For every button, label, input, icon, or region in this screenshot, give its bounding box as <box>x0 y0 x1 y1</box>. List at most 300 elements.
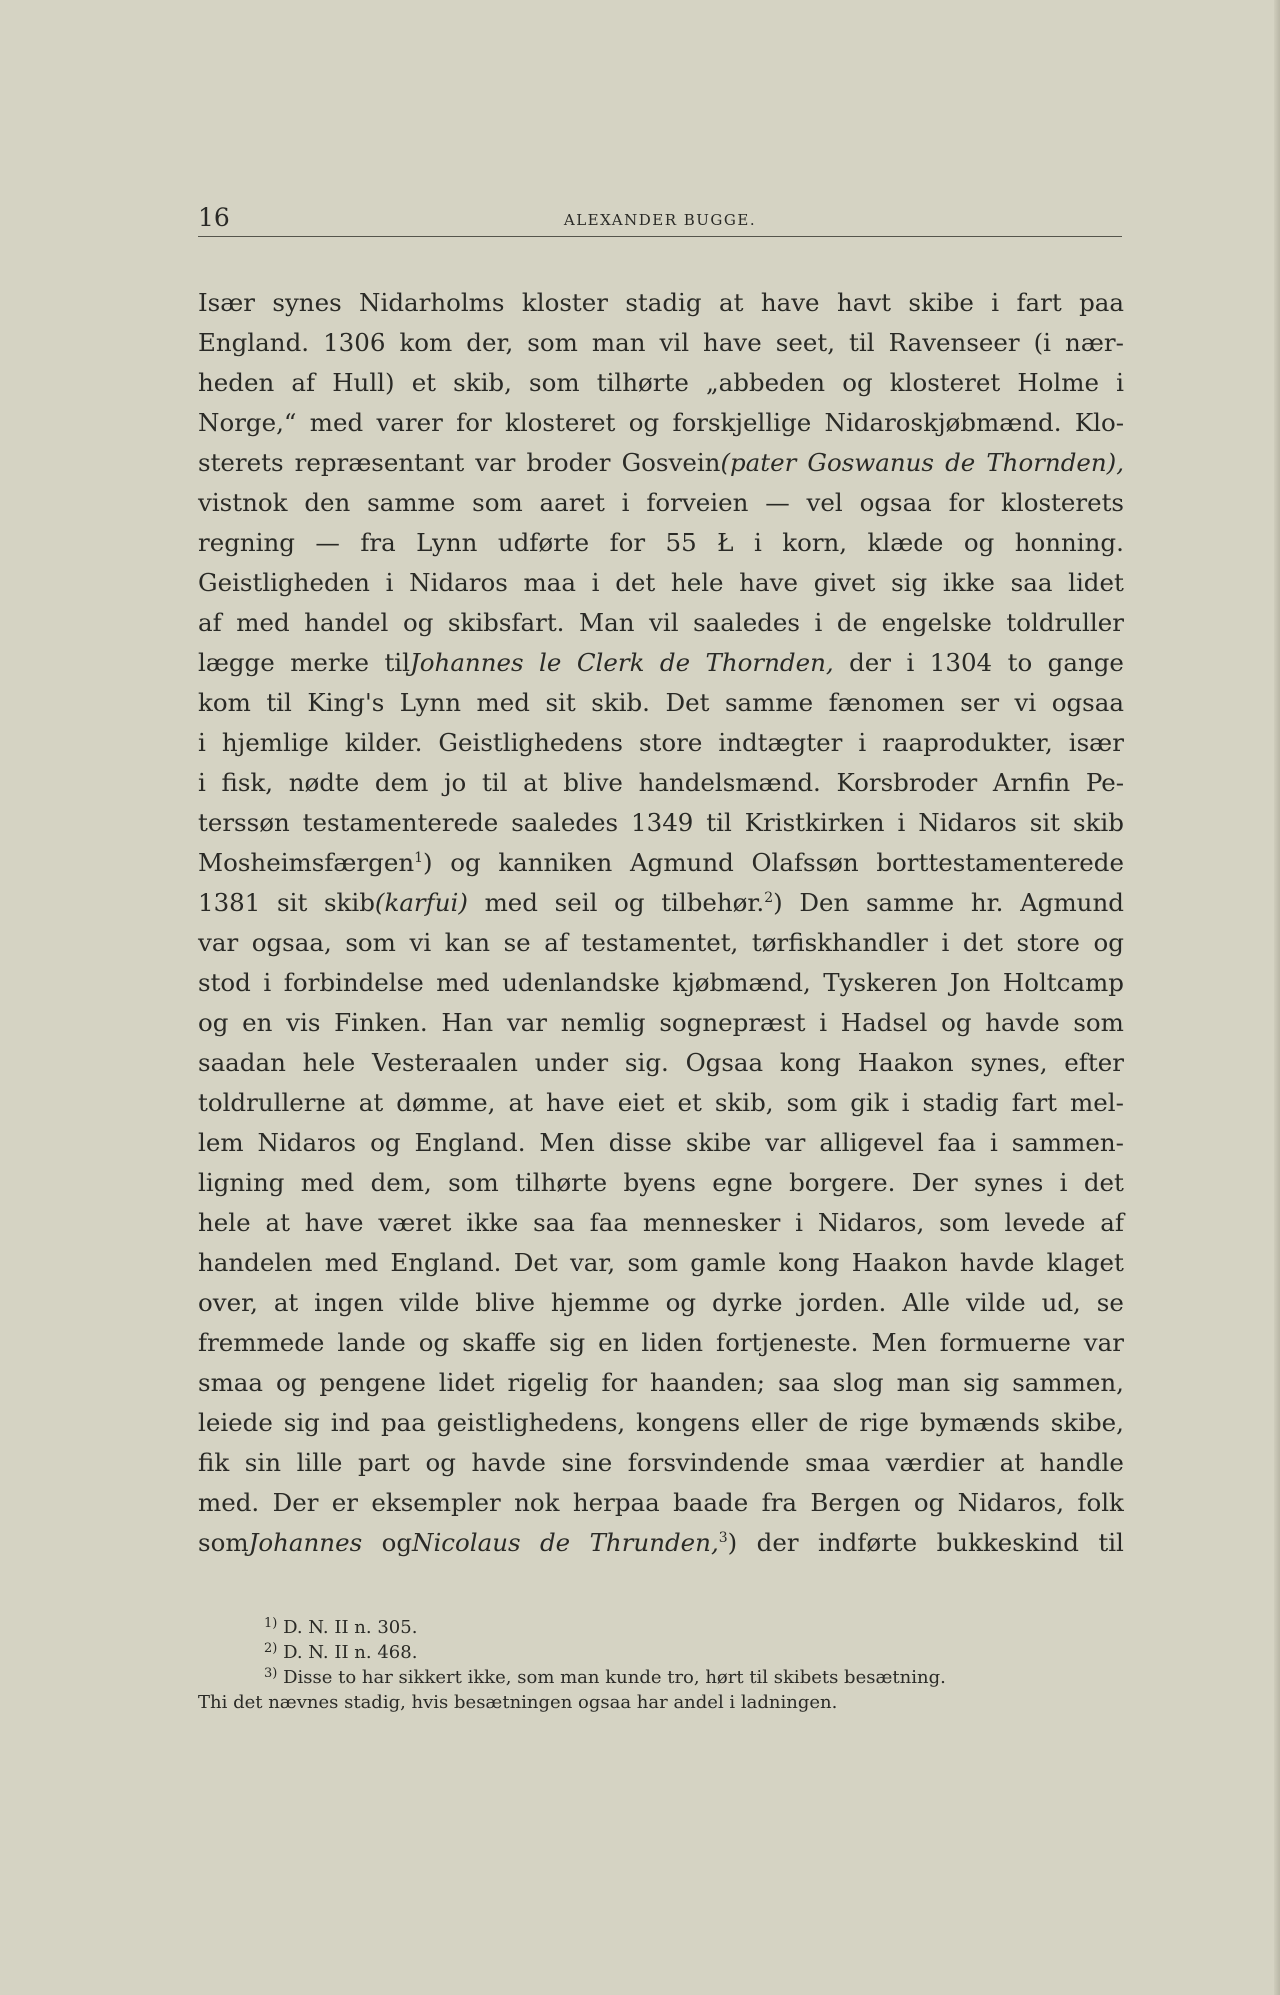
word: kilder. <box>344 728 423 757</box>
word: disse <box>608 1128 672 1157</box>
word: Agmund <box>629 848 734 877</box>
word: heden <box>198 368 275 397</box>
word: og <box>198 1008 229 1037</box>
word: Nidarholms <box>359 288 505 317</box>
word: (i <box>1033 328 1052 357</box>
word: England. <box>390 1248 502 1277</box>
word: Ogsaa <box>685 1048 764 1077</box>
word: med <box>324 1248 379 1277</box>
word: Mosheimsfærgen$^1$) <box>198 848 433 877</box>
word: kongens <box>636 1408 741 1437</box>
word: fisk, <box>221 768 274 797</box>
word: Korsbroder <box>836 768 978 797</box>
word: faa <box>589 1208 629 1237</box>
body-line <box>198 1483 1124 1523</box>
word: Ravenseer <box>888 328 1020 357</box>
word: klæde <box>867 528 944 557</box>
body-line <box>198 523 1124 563</box>
word: Hull) <box>332 368 395 397</box>
word: hjemme <box>550 1288 650 1317</box>
word: synes <box>272 288 342 317</box>
word: byens <box>623 1168 696 1197</box>
word: haanden; <box>650 1368 766 1397</box>
word: med <box>484 888 538 917</box>
word: Nidaroskjøbmænd. <box>824 408 1062 437</box>
word: 1306 <box>323 328 386 357</box>
word: nær- <box>1065 328 1124 357</box>
word: tilhørte <box>596 368 689 397</box>
word: engelske <box>881 608 992 637</box>
word: store <box>1016 928 1080 957</box>
word: og <box>963 528 995 557</box>
word: var <box>506 1008 548 1037</box>
word: tilJohannes <box>384 648 524 677</box>
word: i <box>858 728 867 757</box>
body-line <box>198 403 1124 443</box>
word: skaffe <box>462 1328 537 1357</box>
word: forskjellige <box>672 408 812 437</box>
word: gik <box>850 1088 889 1117</box>
body-line <box>198 723 1124 763</box>
word: fart <box>1011 1088 1057 1117</box>
word: rigelig <box>507 1368 589 1397</box>
word: sig. <box>624 1048 669 1077</box>
word: to <box>1007 648 1033 677</box>
word: med. <box>198 1488 260 1517</box>
word: Men <box>871 1328 927 1357</box>
word: en <box>598 1328 629 1357</box>
body-line <box>198 1523 1124 1563</box>
word: skibe <box>908 288 974 317</box>
word: smaa <box>198 1368 264 1397</box>
word: vilde <box>399 1288 460 1317</box>
word: udenlandske <box>502 968 660 997</box>
word: klosterets <box>1001 488 1124 517</box>
word: havde <box>959 1248 1035 1277</box>
word: sit <box>277 888 308 917</box>
word: det <box>962 928 1003 957</box>
word: man <box>591 328 646 357</box>
word: smaa <box>805 1448 871 1477</box>
word: vil <box>649 608 679 637</box>
word: saa <box>778 1368 820 1397</box>
word: til <box>481 768 508 797</box>
word: Holme <box>1017 368 1099 397</box>
word: klosteret <box>889 368 1001 397</box>
word: slog <box>832 1368 884 1397</box>
word: Lynn <box>416 528 478 557</box>
word: kong <box>778 1248 840 1277</box>
word: og <box>402 608 434 637</box>
body-line <box>198 1363 1124 1403</box>
word: en <box>242 1008 273 1037</box>
word: ogsaa <box>859 488 932 517</box>
word: at <box>265 1208 290 1237</box>
word: 1304 <box>929 648 993 677</box>
word: faa <box>937 1128 977 1157</box>
word: — <box>315 528 340 557</box>
word: 55 <box>665 528 697 557</box>
word: skib, <box>453 368 512 397</box>
word: for <box>456 408 492 437</box>
word: seil <box>554 888 598 917</box>
word: at <box>718 288 744 317</box>
body-line <box>198 1163 1124 1203</box>
word: samme <box>724 688 814 717</box>
word: gamle <box>690 1248 767 1277</box>
word: indførte <box>817 1528 918 1557</box>
footnotes <box>198 1615 1124 1715</box>
word: som <box>1073 1008 1124 1037</box>
word: skib(karfui) <box>323 888 468 917</box>
word: i <box>198 728 206 757</box>
word: til <box>706 808 732 837</box>
word: ud, <box>1041 1288 1081 1317</box>
word: indtægter <box>718 728 843 757</box>
word: Især <box>198 288 255 317</box>
body-line <box>198 763 1124 803</box>
word: sterets <box>198 448 284 477</box>
word: med <box>476 688 530 717</box>
word: havde <box>985 1008 1060 1037</box>
word: i <box>989 1128 998 1157</box>
word: især <box>1068 728 1124 757</box>
word: korn, <box>782 528 848 557</box>
word: somJohannes <box>198 1528 363 1557</box>
word: have <box>304 1208 364 1237</box>
word: Vesteraalen <box>372 1048 518 1077</box>
word: Det <box>513 1248 558 1277</box>
word: været <box>378 1208 452 1237</box>
word: sig <box>283 1408 320 1437</box>
word: hele <box>670 568 724 597</box>
word: King's <box>307 688 385 717</box>
word: borttestamenterede <box>876 848 1124 877</box>
word: formuerne <box>939 1328 1071 1357</box>
word: eller <box>750 1408 808 1437</box>
word: hr. <box>970 888 1004 917</box>
body-line <box>198 443 1124 483</box>
word: i <box>198 768 206 797</box>
word: som <box>939 1208 990 1237</box>
word: nødte <box>288 768 360 797</box>
word: som <box>345 928 396 957</box>
word: store <box>638 728 703 757</box>
body-line <box>198 643 1124 683</box>
word: geistlighedens, <box>436 1408 626 1437</box>
word: af <box>544 928 568 957</box>
word: skibe <box>685 1128 752 1157</box>
word: Der <box>272 1488 319 1517</box>
word: i <box>819 1008 828 1037</box>
word: kjøbmænd, <box>672 968 811 997</box>
word: fik <box>198 1448 230 1477</box>
word: Bergen <box>810 1488 901 1517</box>
word: tilbehør.$^2$) <box>661 888 783 917</box>
word: klaget <box>1046 1248 1124 1277</box>
word: værdier <box>885 1448 985 1477</box>
word: le <box>539 648 562 677</box>
word: honning. <box>1014 528 1124 557</box>
word: og <box>425 1448 456 1477</box>
word: Men <box>539 1128 595 1157</box>
word: saadan <box>198 1048 286 1077</box>
word: Thornden), <box>986 448 1124 477</box>
word: sig <box>891 568 928 597</box>
word: vis <box>286 1008 321 1037</box>
word: havde <box>471 1448 546 1477</box>
word: og <box>665 1288 697 1317</box>
word: handelen <box>198 1248 313 1277</box>
word: gange <box>1047 648 1124 677</box>
word: fortjeneste. <box>716 1328 859 1357</box>
word: kloster <box>521 288 608 317</box>
body-line <box>198 803 1124 843</box>
word: i <box>1059 1168 1068 1197</box>
word: fænomen <box>828 688 945 717</box>
word: det <box>615 568 656 597</box>
word: leiede <box>198 1408 273 1437</box>
word: sit <box>545 688 576 717</box>
running-title: ALEXANDER BUGGE. <box>563 211 757 229</box>
word: vistnok <box>198 488 288 517</box>
word: maa <box>523 568 576 597</box>
footnote-3-line-2: Thi det nævnes stadig, hvis besætningen ogsaa har andel i ladningen. <box>198 1692 838 1713</box>
word: over, <box>198 1288 258 1317</box>
body-line <box>198 1323 1124 1363</box>
word: Nidaros, <box>957 1488 1065 1517</box>
word: givet <box>813 568 876 597</box>
word: der <box>756 1528 799 1557</box>
word: til <box>1098 1528 1124 1557</box>
word: med <box>309 408 364 437</box>
word: Arnfin <box>992 768 1071 797</box>
word: blive <box>563 768 623 797</box>
word: paa <box>380 1408 426 1437</box>
word: — <box>765 488 790 517</box>
word: i <box>621 488 630 517</box>
word: vilde <box>965 1288 1026 1317</box>
word: synes <box>974 1168 1044 1197</box>
body-text <box>198 283 1124 1563</box>
word: kanniken <box>498 848 613 877</box>
word: i <box>753 528 762 557</box>
word: Geistlighedens <box>438 728 623 757</box>
word: der, <box>466 328 514 357</box>
footnote-3 <box>198 1665 1124 1690</box>
word: levede <box>1004 1208 1086 1237</box>
word: jorden. <box>798 1288 887 1317</box>
word: Thrunden,$^3$) <box>589 1528 738 1557</box>
word: skib, <box>714 1088 774 1117</box>
word: ikke <box>466 1208 519 1237</box>
word: sammen, <box>1012 1368 1124 1397</box>
word: stadig <box>922 1088 999 1117</box>
word: vi <box>409 928 432 957</box>
word: synes, <box>970 1048 1048 1077</box>
word: med <box>236 608 290 637</box>
word: forsvindende <box>627 1448 790 1477</box>
word: udførte <box>497 528 590 557</box>
word: ogsaa, <box>251 928 332 957</box>
word: af <box>291 368 316 397</box>
word: og <box>450 848 481 877</box>
word: nok <box>514 1488 560 1517</box>
body-line <box>198 1243 1124 1283</box>
word: regning <box>198 528 295 557</box>
word: af <box>198 608 222 637</box>
footnote-2-mark: 2) <box>264 1641 278 1656</box>
body-line <box>198 1043 1124 1083</box>
word: i <box>1116 368 1124 397</box>
word: „abbeden <box>705 368 826 397</box>
word: i <box>263 968 272 997</box>
word: ind <box>330 1408 371 1437</box>
word: og <box>614 888 645 917</box>
word: have <box>739 568 798 597</box>
word: og <box>370 1128 401 1157</box>
body-line <box>198 963 1124 1003</box>
word: terssøn <box>198 808 290 837</box>
word: at <box>273 1288 299 1317</box>
word: Man <box>579 608 635 637</box>
word: Hadsel <box>840 1008 928 1037</box>
word: sig <box>549 1328 586 1357</box>
word: fra <box>761 1488 797 1517</box>
body-line <box>198 1443 1124 1483</box>
word: man <box>896 1368 951 1397</box>
footnote-3-continuation <box>198 1690 1124 1715</box>
word: skib. <box>591 688 650 717</box>
word: toldruller <box>1006 608 1124 637</box>
body-line <box>198 883 1124 923</box>
word: sit <box>1029 808 1061 837</box>
word: og <box>842 368 873 397</box>
word: som <box>527 328 578 357</box>
word: et <box>411 368 437 397</box>
body-line <box>198 1283 1124 1323</box>
word: borgere. <box>789 1168 896 1197</box>
word: saa <box>533 1208 575 1237</box>
word: paa <box>1079 288 1124 317</box>
word: Haakon <box>857 1048 954 1077</box>
word: under <box>534 1048 609 1077</box>
word: med <box>436 968 490 997</box>
word: sognepræst <box>659 1008 806 1037</box>
word: broder <box>526 448 611 477</box>
word: kong <box>779 1048 841 1077</box>
word: de <box>539 1528 571 1557</box>
word: saaledes <box>693 608 800 637</box>
body-line <box>198 363 1124 403</box>
word: testamentet, <box>581 928 739 957</box>
word: Geistligheden <box>198 568 370 597</box>
word: til <box>849 328 875 357</box>
word: de <box>945 448 976 477</box>
word: Gosvein(pater <box>621 448 797 477</box>
word: Haakon <box>851 1248 948 1277</box>
word: ser <box>960 688 1000 717</box>
word: sin <box>244 1448 281 1477</box>
word: Olafssøn <box>751 848 859 877</box>
word: Nidaros <box>257 1128 357 1157</box>
word: vil <box>659 328 690 357</box>
word: lem <box>198 1128 244 1157</box>
word: ogNicolaus <box>381 1528 521 1557</box>
word: lægge <box>198 648 275 677</box>
word: se <box>503 928 531 957</box>
word: lille <box>296 1448 343 1477</box>
word: for <box>948 488 985 517</box>
word: var <box>198 928 239 957</box>
body-line <box>198 1203 1124 1243</box>
word: seet, <box>775 328 836 357</box>
word: dem, <box>370 1168 432 1197</box>
word: lidet <box>1068 568 1124 597</box>
word: nemlig <box>560 1008 646 1037</box>
word: var <box>1083 1328 1124 1357</box>
word: toldrullerne <box>198 1088 346 1117</box>
word: fremmede <box>198 1328 325 1357</box>
body-line <box>198 483 1124 523</box>
word: skibsfart. <box>447 608 565 637</box>
word: egne <box>712 1168 773 1197</box>
word: og <box>1093 928 1124 957</box>
word: var <box>765 1128 806 1157</box>
word: liden <box>641 1328 704 1357</box>
word: handelsmænd. <box>638 768 821 797</box>
word: og <box>418 1328 450 1357</box>
word: part <box>358 1448 410 1477</box>
word: Han <box>441 1008 494 1037</box>
word: et <box>677 1088 702 1117</box>
word: kom <box>198 688 251 717</box>
word: raaprodukter, <box>882 728 1053 757</box>
body-line <box>198 1403 1124 1443</box>
word: den <box>304 488 351 517</box>
body-line <box>198 843 1124 883</box>
word: eksempler <box>371 1488 501 1517</box>
word: at <box>523 768 548 797</box>
word: sig <box>963 1368 1000 1397</box>
word: var, <box>569 1248 616 1277</box>
word: og <box>628 408 660 437</box>
word: som <box>627 1248 679 1277</box>
word: mel- <box>1070 1088 1124 1117</box>
word: af <box>1100 1208 1124 1237</box>
word: have <box>545 1088 605 1117</box>
word: sammen- <box>1011 1128 1124 1157</box>
word: Holtcamp <box>1002 968 1124 997</box>
word: dem <box>374 768 429 797</box>
word: have <box>760 288 820 317</box>
footnote-3-line-1: Disse to har sikkert ikke, som man kunde tro, hørt til skibets besætning. <box>283 1667 946 1688</box>
word: Ł <box>717 528 734 557</box>
body-line <box>198 683 1124 723</box>
word: hjemlige <box>221 728 329 757</box>
word: Pe- <box>1085 768 1124 797</box>
word: varer <box>376 408 443 437</box>
body-line <box>198 1083 1124 1123</box>
body-line <box>198 1123 1124 1163</box>
page-number: 16 <box>198 203 230 232</box>
word: saaledes <box>511 808 619 837</box>
word: det <box>1083 1168 1124 1197</box>
word: baade <box>673 1488 749 1517</box>
word: 1349 <box>631 808 694 837</box>
word: Norge,“ <box>198 408 297 437</box>
body-line <box>198 323 1124 363</box>
